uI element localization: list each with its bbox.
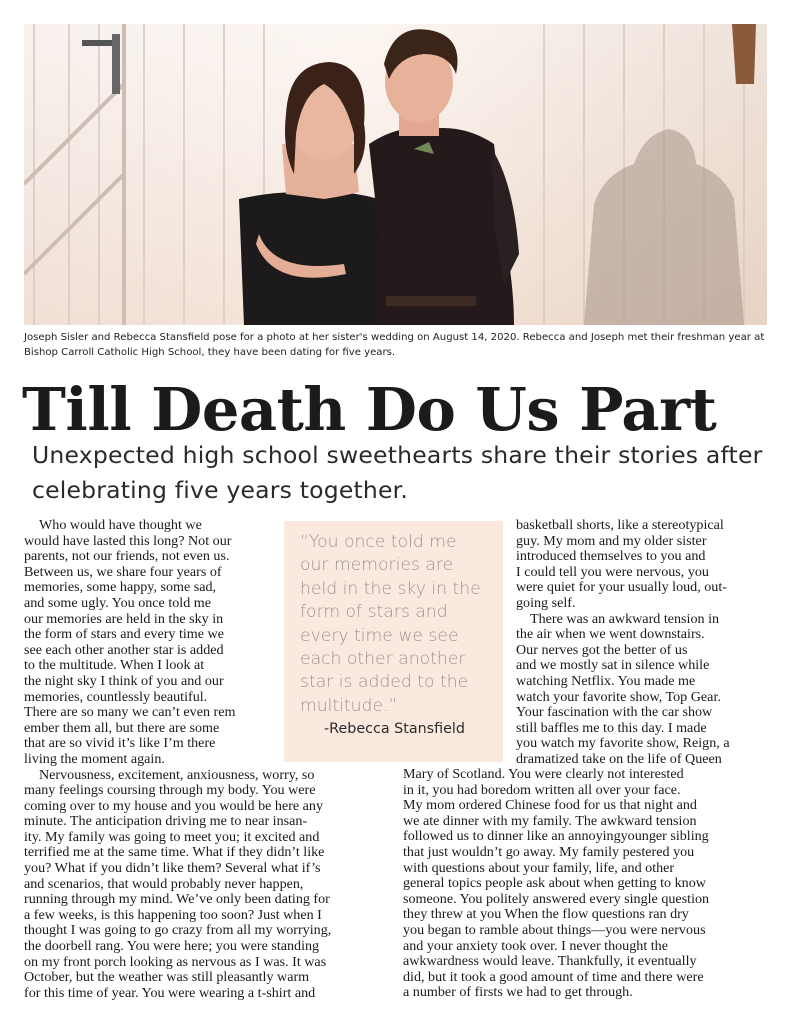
article-paragraph: basketball shorts, like a stereotypical guy. My mom and my older sister introduced themselves to you and I could tell you were nervous, you were quiet for your usually loud, out- going self. (516, 517, 727, 611)
pull-quote-text: “You once told me our memories are held in the sky in the form of stars and every time we see each other another star is added to the multitude.” (300, 532, 481, 716)
pull-quote-attribution: -Rebecca Stansfield (324, 721, 465, 738)
article-paragraph: There was an awkward tension in the air when we went downstairs. Our nerves got the better of us and we mostly sat in silence while watching Netflix. You made me watch your favorite show, Top Gear. Your fascination with the car show still baffles me to this day. I made you watch my favorite show, Reign, a dramatized take on the life of Queen (516, 610, 730, 767)
couple-photo-illustration (24, 24, 767, 325)
article-subhead: Unexpected high school sweethearts share their stories after celebrating five years together. (32, 441, 763, 504)
photo-caption: Joseph Sisler and Rebecca Stansfield pose for a photo at her sister's wedding on August 14, 2020. Rebecca and Joseph met their freshman year at Bishop Carroll Catholic High School, they have been dating for five years. (24, 332, 765, 358)
article-headline: Till Death Do Us Part (22, 375, 717, 444)
pull-quote-box (284, 521, 503, 762)
article-paragraph: Who would have thought we would have lasted this long? Not our parents, not our friends, not even us. Between us, we share four years of memories, some happy, some sad, and some ugly. You once told me our memories are held in the sky in the form of stars and every time we see each other another star is added to the multitude. When I look at the night sky I think of you and our memories, countlessly beautiful. There are so many we can’t even rem ember them all, but there are some that are so vivid it’s like I’m there living the moment again. (24, 517, 236, 767)
article-paragraph: Nervousness, excitement, anxiousness, worry, so many feelings coursing through my body. You were coming over to my house and you would be here any minute. The anticipation driving me to near insan- ity. My family was going to meet you; it excited and terrified me at the same time. What if they didn’t like you? What if you didn’t like them? Several what if’s and scenarios, that would probably never happen, running through my mind. We’ve only been dating for a few weeks, is this happening too soon? Just when I thought I was going to go crazy from all my worrying, the doorbell rang. You were here; you were standing on my front porch looking as nervous as I was. It was October, but the weather was still pleasantly warm for this time of year. You were wearing a t-shirt and (24, 766, 332, 1001)
article-column-3 (516, 518, 768, 768)
couple-photo (24, 24, 767, 325)
article-paragraph: Mary of Scotland. You were clearly not interested in it, you had boredom written all over your face. My mom ordered Chinese food for us that night and we ate dinner with my family. The awkward tension followed us to dinner like an annoyingyounger sibling that just wouldn’t go away. My family pestered you with questions about your family, life, and other general topics people ask about when getting to know someone. You politely answered every single question they threw at you When the flow questions ran dry you began to ramble about things—you were nervous and your anxiety took over. I never thought the awkwardness would leave. Thankfully, it eventually did, but it took a good amount of time and there were a number of firsts we had to get through. (403, 766, 710, 1001)
article-column-continued (403, 767, 768, 1001)
